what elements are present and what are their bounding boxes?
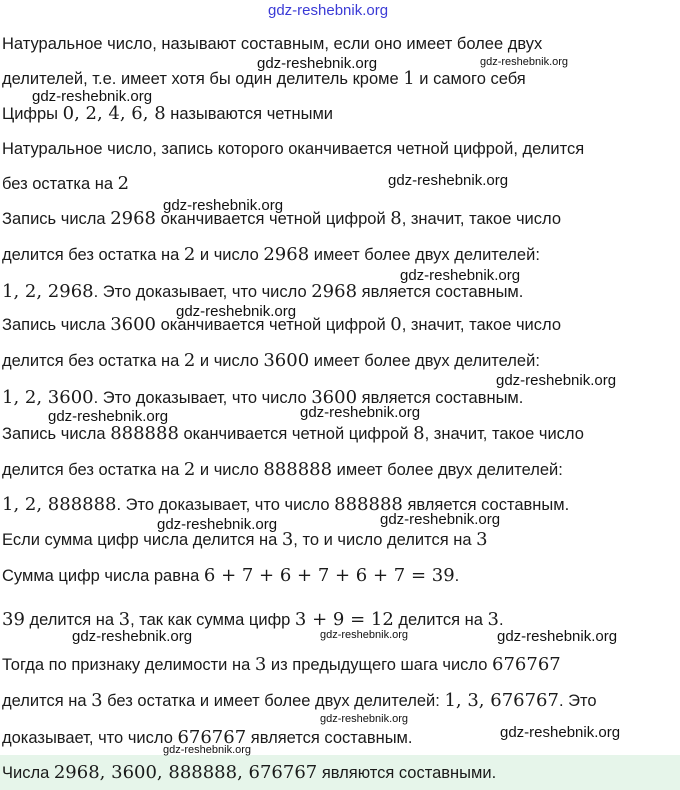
text-line xyxy=(2,530,678,550)
math-number: 3 xyxy=(91,690,103,711)
text-line xyxy=(2,655,678,675)
text-segment: делится без остатка на xyxy=(2,352,184,370)
text-line xyxy=(2,424,678,444)
text-segment: делится на xyxy=(24,611,119,629)
text-segment: имеет более двух делителей: xyxy=(309,352,540,370)
text-segment: оканчивается четной цифрой xyxy=(156,316,391,334)
text-segment: Если сумма цифр числа делится на xyxy=(2,531,282,549)
math-number: 676767 xyxy=(177,727,247,748)
text-line xyxy=(2,691,678,711)
math-number: 888888 xyxy=(263,459,333,480)
text-segment: Запись числа xyxy=(2,425,111,443)
watermark: gdz-reshebnik.org xyxy=(300,404,421,421)
text-segment: Натуральное число, запись которого оканчивается четной цифрой, делится xyxy=(2,140,585,158)
math-number: 888888 xyxy=(334,494,403,515)
math-number: 2968 xyxy=(110,208,156,229)
math-number: 2 xyxy=(183,244,196,265)
math-number: 3 xyxy=(476,529,488,550)
text-segment: являются составными. xyxy=(317,764,497,782)
text-segment: является составным. xyxy=(246,729,413,747)
text-segment: оканчивается четной цифрой xyxy=(178,425,414,443)
watermark: gdz-reshebnik.org xyxy=(72,628,193,645)
text-segment: . xyxy=(454,567,460,585)
watermark: gdz-reshebnik.org xyxy=(163,197,284,214)
text-line xyxy=(2,104,678,124)
text-segment: Сумма цифр числа равна xyxy=(2,567,204,585)
text-segment: Запись числа xyxy=(2,210,111,228)
text-segment: доказывает, что число xyxy=(2,729,178,747)
text-segment: делится без остатка на xyxy=(2,246,184,264)
text-segment: и число xyxy=(195,246,264,264)
text-line xyxy=(2,139,678,159)
math-number: 2968 xyxy=(263,244,310,265)
watermark-top: gdz-reshebnik.org xyxy=(268,2,389,19)
math-expression: 2968, 3600, 888888, 676767 xyxy=(53,762,318,783)
watermark: gdz-reshebnik.org xyxy=(320,629,409,641)
text-segment: без остатка и имеет более двух делителей: xyxy=(102,692,445,710)
text-segment: делится без остатка на xyxy=(2,461,184,479)
math-number: 0, 2, 4, 6, 8 xyxy=(62,103,166,124)
text-segment: Числа xyxy=(2,764,54,782)
text-line xyxy=(2,460,678,480)
math-expression: 1, 3, 676767 xyxy=(444,690,559,711)
text-segment: , значит, такое число xyxy=(424,425,584,443)
text-segment: является составным. xyxy=(357,389,524,407)
text-segment: , значит, такое число xyxy=(401,316,562,334)
math-number: 1 xyxy=(403,68,415,89)
text-line xyxy=(2,610,678,630)
text-line xyxy=(2,245,678,265)
text-segment: Тогда по признаку делимости на xyxy=(2,656,255,674)
text-segment: , значит, такое число xyxy=(401,210,562,228)
math-number: 2 xyxy=(117,173,130,194)
math-number: 3600 xyxy=(311,387,358,408)
text-segment: делителей, т.е. имеет хотя бы один делитель кроме xyxy=(2,70,404,88)
text-segment: без остатка на xyxy=(2,175,118,193)
text-segment: называются четными xyxy=(165,105,334,123)
text-line xyxy=(2,282,678,302)
text-segment: имеет более двух делителей: xyxy=(332,461,563,479)
text-line xyxy=(2,34,678,54)
math-number: 3 xyxy=(281,529,294,550)
watermark: gdz-reshebnik.org xyxy=(320,713,409,725)
watermark: gdz-reshebnik.org xyxy=(257,55,378,72)
watermark: gdz-reshebnik.org xyxy=(400,267,521,284)
watermark: gdz-reshebnik.org xyxy=(48,408,169,425)
math-number: 8 xyxy=(390,208,402,229)
math-number: 2 xyxy=(183,459,196,480)
math-number: 1, 2, 888888 xyxy=(2,494,117,515)
text-line xyxy=(2,174,678,194)
text-segment: и число xyxy=(195,461,264,479)
text-segment: имеет более двух делителей: xyxy=(309,246,540,264)
text-segment: и самого себя xyxy=(414,70,526,88)
text-segment: является составным. xyxy=(402,496,570,514)
watermark: gdz-reshebnik.org xyxy=(176,303,297,320)
text-segment: делится на xyxy=(2,692,92,710)
text-segment: , то и число делится на xyxy=(293,531,477,549)
math-number: 1, 2, 2968 xyxy=(2,281,94,302)
math-number: 0 xyxy=(390,314,402,335)
watermark: gdz-reshebnik.org xyxy=(500,724,621,741)
watermark: gdz-reshebnik.org xyxy=(380,511,501,528)
math-number: 2 xyxy=(183,350,196,371)
text-segment: оканчивается четной цифрой xyxy=(156,210,391,228)
text-segment: и число xyxy=(195,352,264,370)
math-number: 3 xyxy=(487,609,499,630)
math-number: 3 xyxy=(254,654,267,675)
watermark: gdz-reshebnik.org xyxy=(32,88,153,105)
math-number: 1, 2, 3600 xyxy=(2,387,94,408)
math-number: 8 xyxy=(413,423,425,444)
text-line xyxy=(2,315,678,335)
text-line xyxy=(2,351,678,371)
math-number: 3600 xyxy=(110,314,156,335)
watermark: gdz-reshebnik.org xyxy=(497,628,618,645)
text-segment: . Это доказывает, что число xyxy=(116,496,335,514)
math-number: 676767 xyxy=(492,654,561,675)
text-segment: . Это доказывает, что число xyxy=(93,389,312,407)
watermark: gdz-reshebnik.org xyxy=(163,744,252,756)
text-line xyxy=(2,566,678,586)
math-number: 3 xyxy=(118,609,131,630)
text-segment: является составным. xyxy=(357,283,524,301)
watermark: gdz-reshebnik.org xyxy=(496,372,617,389)
text-segment: , так как сумма цифр xyxy=(130,611,295,629)
math-expression: 6 + 7 + 6 + 7 + 6 + 7 = 39 xyxy=(203,565,455,586)
watermark: gdz-reshebnik.org xyxy=(157,516,278,533)
text-segment: . Это доказывает, что число xyxy=(93,283,312,301)
watermark: gdz-reshebnik.org xyxy=(480,56,569,68)
math-number: 2968 xyxy=(311,281,358,302)
math-number: 39 xyxy=(2,609,25,630)
text-line xyxy=(2,495,678,515)
math-number: 888888 xyxy=(110,423,179,444)
text-segment: Цифры xyxy=(2,105,63,123)
text-segment: . xyxy=(498,611,504,629)
answer-line xyxy=(2,763,678,783)
text-segment: . Это xyxy=(558,692,597,710)
text-segment: из предыдущего шага число xyxy=(266,656,493,674)
text-segment: Натуральное число, называют составным, если оно имеет более двух xyxy=(2,35,543,53)
math-number: 3600 xyxy=(263,350,310,371)
text-segment: Запись числа xyxy=(2,316,111,334)
math-expression: 3 + 9 = 12 xyxy=(294,609,394,630)
watermark: gdz-reshebnik.org xyxy=(388,172,509,189)
text-segment: делится на xyxy=(393,611,488,629)
text-line xyxy=(2,209,678,229)
text-line xyxy=(2,69,678,89)
